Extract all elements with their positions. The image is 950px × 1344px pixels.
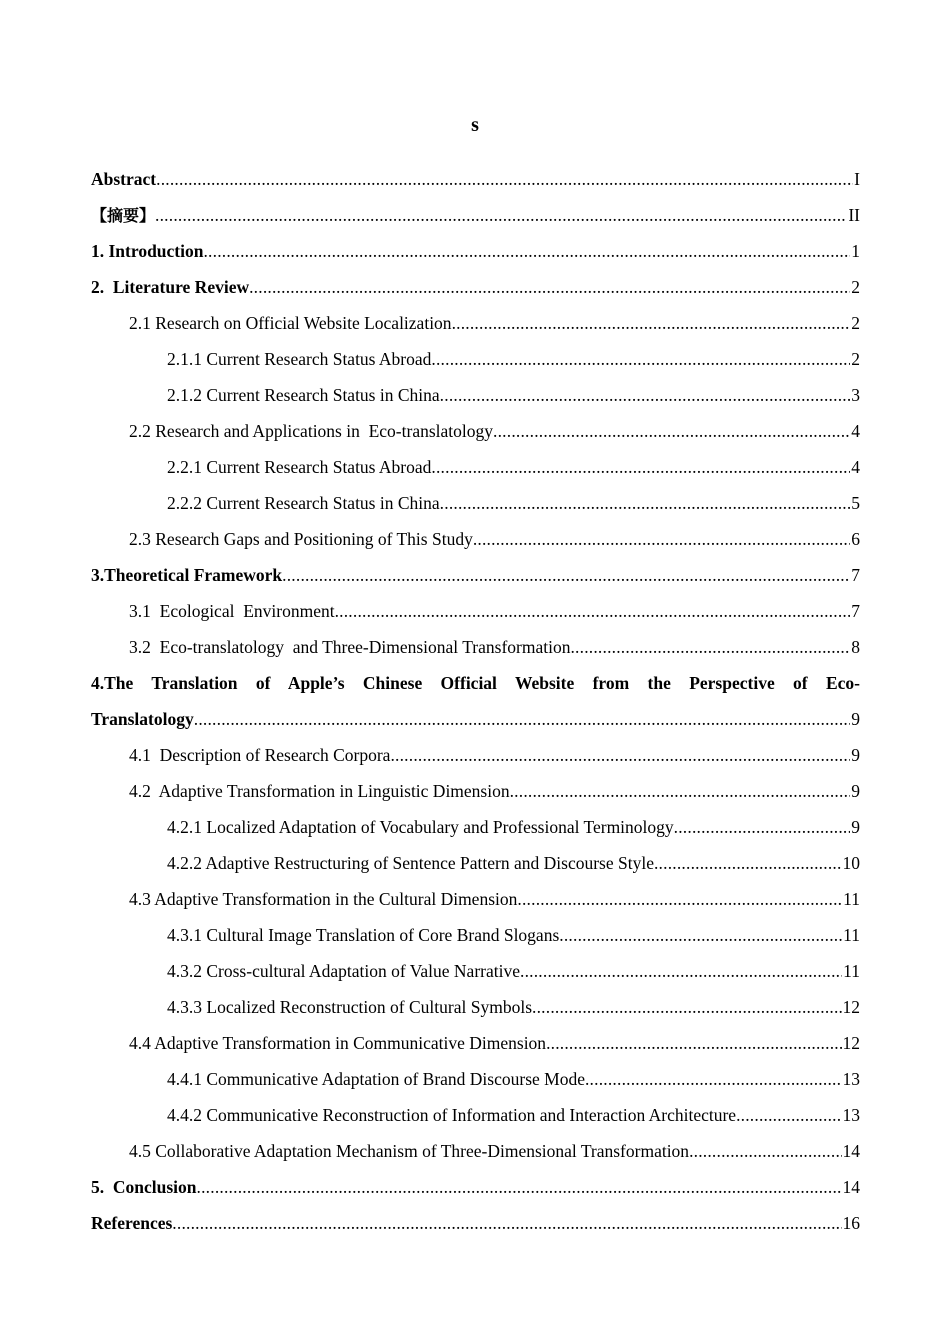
toc-entry-2-2[interactable] xyxy=(91,413,860,449)
dot-leader xyxy=(452,305,851,341)
toc-page-number: 9 xyxy=(851,817,860,837)
toc-entry-text: Abstract xyxy=(91,169,157,189)
toc-entry-4-2-1[interactable] xyxy=(91,809,860,845)
dot-leader xyxy=(197,1169,842,1205)
toc-entry-4-4-1[interactable] xyxy=(91,1061,860,1097)
dot-leader xyxy=(559,917,842,953)
toc-entry-4-5[interactable] xyxy=(91,1133,860,1169)
toc-page-number: 1 xyxy=(851,241,860,261)
dot-leader xyxy=(517,881,842,917)
dot-leader xyxy=(440,485,851,521)
toc-page-number: 13 xyxy=(842,1069,860,1089)
toc-entry-2-1-1[interactable] xyxy=(91,341,860,377)
toc-entry-text: 2.2.1 Current Research Status Abroad xyxy=(167,457,432,477)
toc-page-number: 10 xyxy=(842,853,860,873)
toc-entry-text: 3.1 Ecological Environment xyxy=(129,601,335,621)
toc-entry-text: References xyxy=(91,1213,173,1233)
toc-entry-2-3[interactable] xyxy=(91,521,860,557)
toc-entry-references[interactable] xyxy=(91,1205,860,1241)
toc-entry-text: 2. Literature Review xyxy=(91,277,250,297)
toc-entry-text: 4.3 Adaptive Transformation in the Cultural Dimension xyxy=(129,889,518,909)
toc-entry-4-3-2[interactable] xyxy=(91,953,860,989)
toc-page-number: 2 xyxy=(851,277,860,297)
toc-page-number: 11 xyxy=(843,961,860,981)
toc-page-number: 2 xyxy=(851,349,860,369)
toc-entry-text: 2.2.2 Current Research Status in China xyxy=(167,493,440,513)
toc-entry-introduction[interactable] xyxy=(91,233,860,269)
toc-entry-4-3[interactable] xyxy=(91,881,860,917)
toc-entry-chapter-4[interactable] xyxy=(91,665,860,737)
dot-leader xyxy=(510,773,851,809)
toc-entry-2-2-1[interactable] xyxy=(91,449,860,485)
toc-entry-text: 2.1.2 Current Research Status in China xyxy=(167,385,440,405)
toc-page-number: 9 xyxy=(851,781,860,801)
toc-page-number: II xyxy=(848,205,860,225)
toc-entry-4-3-3[interactable] xyxy=(91,989,860,1025)
toc-entry-2-1-2[interactable] xyxy=(91,377,860,413)
toc-entry-text: 4.5 Collaborative Adaptation Mechanism of Three-Dimensional Transformation xyxy=(129,1141,690,1161)
toc-page-number: 7 xyxy=(851,565,860,585)
toc-entry-text: 4.2.2 Adaptive Restructuring of Sentence Pattern and Discourse Style xyxy=(167,853,654,873)
toc-entry-text: 1. Introduction xyxy=(91,241,204,261)
toc-entry-text: 2.1.1 Current Research Status Abroad xyxy=(167,349,432,369)
toc-entry-abstract[interactable] xyxy=(91,161,860,197)
toc-page-number: 2 xyxy=(851,313,860,333)
dot-leader xyxy=(493,413,850,449)
dot-leader xyxy=(520,953,842,989)
toc-page-number: 11 xyxy=(843,925,860,945)
dot-leader xyxy=(440,377,851,413)
table-of-contents xyxy=(91,161,860,1241)
toc-entry-text: 4.2 Adaptive Transformation in Linguistic Dimension xyxy=(129,781,510,801)
dot-leader xyxy=(473,521,850,557)
toc-entry-text-line1: 4.The Translation of Apple’s Chinese Official Website from the Perspective of Eco- xyxy=(91,673,860,693)
toc-entry-4-3-1[interactable] xyxy=(91,917,860,953)
toc-entry-text: 4.3.3 Localized Reconstruction of Cultural Symbols xyxy=(167,997,533,1017)
dot-leader xyxy=(249,269,850,305)
toc-entry-chapter-4-line2 xyxy=(91,701,860,737)
toc-page-number: 9 xyxy=(851,709,860,729)
toc-entry-text: 2.2 Research and Applications in Eco-translatology xyxy=(129,421,494,441)
toc-entry-literature-review[interactable] xyxy=(91,269,860,305)
dot-leader xyxy=(335,593,851,629)
dot-leader xyxy=(585,1061,842,1097)
toc-entry-conclusion[interactable] xyxy=(91,1169,860,1205)
toc-page-number: 6 xyxy=(851,529,860,549)
dot-leader xyxy=(155,197,847,233)
toc-page-number: 9 xyxy=(851,745,860,765)
toc-entry-3-1[interactable] xyxy=(91,593,860,629)
toc-entry-text: 3.2 Eco-translatology and Three-Dimensional Transformation xyxy=(129,637,571,657)
toc-entry-4-4-2[interactable] xyxy=(91,1097,860,1133)
toc-entry-text: 4.2.1 Localized Adaptation of Vocabulary and Professional Terminology xyxy=(167,817,674,837)
toc-entry-text: 4.4 Adaptive Transformation in Communicative Dimension xyxy=(129,1033,547,1053)
toc-page-number: 13 xyxy=(842,1105,860,1125)
toc-page-number: 4 xyxy=(851,421,860,441)
toc-entry-text: Translatology xyxy=(91,709,194,729)
toc-entry-text: 2.1 Research on Official Website Localization xyxy=(129,313,452,333)
toc-entry-2-2-2[interactable] xyxy=(91,485,860,521)
dot-leader xyxy=(654,845,842,881)
toc-entry-4-2-2[interactable] xyxy=(91,845,860,881)
toc-entry-text: 4.4.1 Communicative Adaptation of Brand Discourse Mode xyxy=(167,1069,585,1089)
toc-page-number: 16 xyxy=(842,1213,860,1233)
toc-title: s xyxy=(471,114,479,136)
toc-entry-theoretical-framework[interactable] xyxy=(91,557,860,593)
dot-leader xyxy=(532,989,841,1025)
toc-entry-zhaiyao[interactable] xyxy=(91,197,860,233)
toc-entry-text: 4.3.1 Cultural Image Translation of Core Brand Slogans xyxy=(167,925,560,945)
toc-page-number: 8 xyxy=(851,637,860,657)
toc-entry-text: 4.4.2 Communicative Reconstruction of Information and Interaction Architecture xyxy=(167,1105,737,1125)
toc-entry-text: 【摘要】 xyxy=(91,206,156,225)
toc-entry-4-2[interactable] xyxy=(91,773,860,809)
dot-leader xyxy=(689,1133,841,1169)
toc-entry-text: 4.3.2 Cross-cultural Adaptation of Value Narrative xyxy=(167,961,520,981)
toc-page-number: 14 xyxy=(842,1177,860,1197)
toc-entry-2-1[interactable] xyxy=(91,305,860,341)
toc-page-number: 3 xyxy=(851,385,860,405)
dot-leader xyxy=(736,1097,841,1133)
dot-leader xyxy=(570,629,850,665)
toc-page-number: 14 xyxy=(842,1141,860,1161)
dot-leader xyxy=(194,701,851,737)
toc-page-number: 7 xyxy=(851,601,860,621)
toc-entry-text: 3.Theoretical Framework xyxy=(91,565,283,585)
toc-entry-text: 5. Conclusion xyxy=(91,1177,197,1197)
dot-leader xyxy=(156,161,853,197)
toc-page-number: 11 xyxy=(843,889,860,909)
toc-entry-4-1[interactable] xyxy=(91,737,860,773)
toc-entry-text: 4.1 Description of Research Corpora xyxy=(129,745,391,765)
toc-entry-text: 2.3 Research Gaps and Positioning of This Study xyxy=(129,529,473,549)
toc-page-number: 12 xyxy=(842,1033,860,1053)
toc-entry-3-2[interactable] xyxy=(91,629,860,665)
toc-page-number: 12 xyxy=(842,997,860,1017)
toc-page-number: 4 xyxy=(851,457,860,477)
dot-leader xyxy=(546,1025,841,1061)
dot-leader xyxy=(172,1205,841,1241)
dot-leader xyxy=(674,809,851,845)
toc-entry-4-4[interactable] xyxy=(91,1025,860,1061)
dot-leader xyxy=(431,341,850,377)
dot-leader xyxy=(282,557,850,593)
dot-leader xyxy=(390,737,850,773)
toc-page-number: I xyxy=(854,169,860,189)
dot-leader xyxy=(203,233,850,269)
dot-leader xyxy=(431,449,850,485)
toc-page-number: 5 xyxy=(851,493,860,513)
